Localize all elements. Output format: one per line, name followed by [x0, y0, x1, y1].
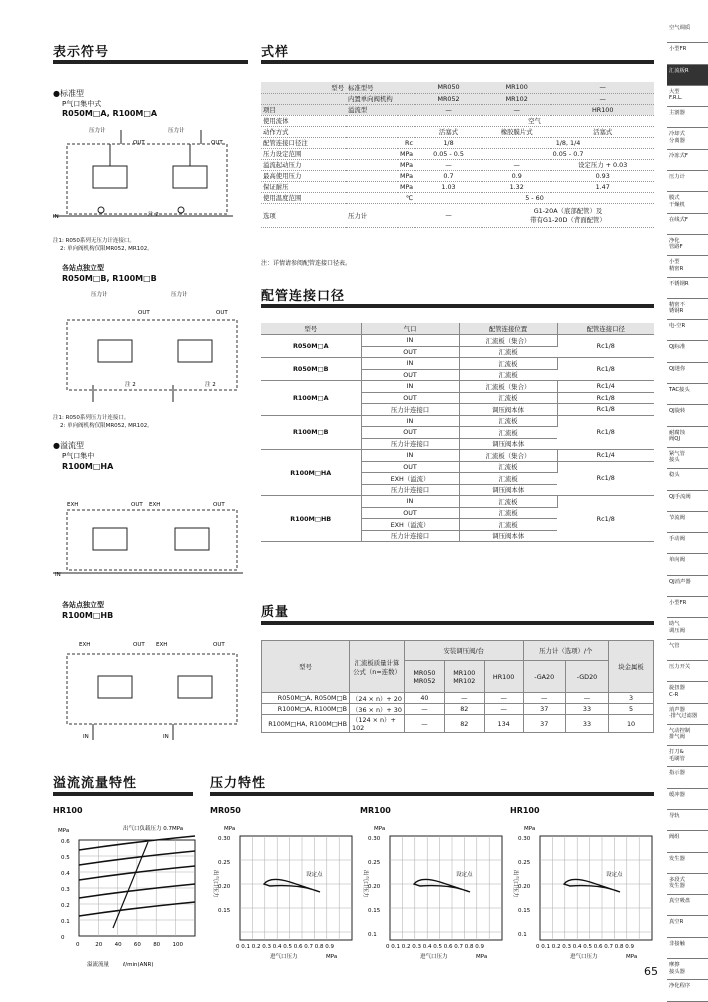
- side-index-item[interactable]: 小型FR: [667, 43, 708, 64]
- y-unit: MPa: [374, 826, 386, 832]
- svg-text:MPa: MPa: [58, 828, 70, 834]
- svg-text:OUT: OUT: [133, 140, 145, 146]
- relief-chart-title: 溢流流量特性: [53, 776, 138, 791]
- pipe-row: OUT 汇流板: [261, 346, 654, 358]
- relief-bullet: ●溢流型: [53, 441, 84, 450]
- title-bar: [261, 60, 654, 64]
- pipe-row: R050M□B IN 汇流板 Rc1/8: [261, 358, 654, 370]
- side-index-item[interactable]: 膜式 干燥机: [667, 192, 708, 213]
- side-index-item[interactable]: QJ手流阀: [667, 491, 708, 512]
- setpoint-label: 设定点: [456, 872, 473, 878]
- relief-sub: P气口集中: [62, 452, 95, 460]
- side-index-item[interactable]: 小型FR: [667, 597, 708, 618]
- svg-text:注 2: 注 2: [148, 212, 159, 218]
- side-index-item[interactable]: TAC接头: [667, 384, 708, 405]
- svg-text:EXH: EXH: [79, 642, 91, 648]
- side-index-item[interactable]: 汇流板R: [667, 65, 708, 86]
- y-tick-label: 0.15: [518, 908, 531, 914]
- ind-note-2: 2: 单向阀机构仅限MR052, MR102。: [60, 423, 153, 429]
- pipe-row: EXH（溢流） 汇流板: [261, 473, 654, 485]
- relief-ind-symbol-diagram: [53, 628, 248, 740]
- x-unit: MPa: [326, 954, 338, 960]
- std-sub: P气口集中式: [62, 100, 102, 108]
- x-tick-label: 100: [172, 942, 183, 948]
- side-index-item[interactable]: 空气调质: [667, 22, 708, 43]
- side-index-item[interactable]: 旋扭器 C-R: [667, 682, 708, 703]
- y-tick-label: 0.25: [518, 860, 531, 866]
- title-bar: [261, 621, 654, 625]
- pipe-row: 压力计连接口 调压阀本体: [261, 438, 654, 450]
- pipe-row: R100M□HB IN 汇流板 Rc1/8: [261, 496, 654, 508]
- side-index-item[interactable]: 小型 精密R: [667, 256, 708, 277]
- side-index-item[interactable]: 摩擦 接头器: [667, 959, 708, 980]
- spec-title: 式样: [261, 45, 290, 60]
- pipe-row: OUT 汇流板: [261, 427, 654, 439]
- pressure-chart-model: MR050: [210, 806, 241, 815]
- side-index-item[interactable]: 冷却式 分离器: [667, 128, 708, 149]
- y-tick-label: 0.6: [61, 839, 70, 845]
- x-tick-label: 60: [133, 942, 141, 948]
- x-axis-label: 进气口压力: [420, 954, 448, 960]
- x-tick-labels: 0 0.1 0.2 0.3 0.4 0.5 0.6 0.7 0.8 0.9: [536, 944, 634, 950]
- y-unit: MPa: [224, 826, 236, 832]
- relief-chart-model: HR100: [53, 806, 83, 815]
- svg-text:压力计: 压力计: [91, 292, 108, 298]
- hysteresis-curve: [414, 879, 470, 892]
- y-tick-label: 0.1: [518, 932, 527, 938]
- relief-ind-title: 各站点独立型: [62, 601, 104, 609]
- symbols-title: 表示符号: [53, 45, 110, 60]
- y-tick-label: 0.30: [218, 836, 231, 842]
- y-tick-label: 0.15: [368, 908, 381, 914]
- std-note-2: 2: 单向阀机构仅限MR052, MR102。: [60, 246, 153, 252]
- std-bullet: ●标准型: [53, 89, 84, 98]
- pressure-chart-model: MR100: [360, 806, 391, 815]
- side-index-item[interactable]: QJ标准: [667, 341, 708, 362]
- title-bar: [53, 60, 248, 64]
- side-index-item[interactable]: 电-空R: [667, 320, 708, 341]
- y-tick-label: 0.30: [368, 836, 381, 842]
- plot-frame: [390, 836, 502, 940]
- svg-text:压力计: 压力计: [171, 292, 188, 298]
- side-index-item[interactable]: 气管: [667, 640, 708, 661]
- pipe-row: R100M□B IN 汇流板 Rc1/8: [261, 415, 654, 427]
- pipe-row: OUT 汇流板: [261, 507, 654, 519]
- relief-symbol-diagram: [53, 480, 248, 580]
- side-index-item[interactable]: QJ旋转: [667, 405, 708, 426]
- pipe-row: R050M□A IN 汇流板（集合） Rc1/8: [261, 335, 654, 347]
- side-index-item[interactable]: 压力计: [667, 171, 708, 192]
- hysteresis-curve: [264, 879, 320, 892]
- setpoint-label: 设定点: [606, 872, 623, 878]
- y-unit: MPa: [524, 826, 536, 832]
- x-tick-labels: 0 0.1 0.2 0.3 0.4 0.5 0.6 0.7 0.8 0.9: [386, 944, 484, 950]
- spec-note: 注：详情请参阅配管连接口径表。: [261, 260, 352, 267]
- side-index-item[interactable]: 真空R: [667, 916, 708, 937]
- side-index-item[interactable]: 导轨: [667, 810, 708, 831]
- svg-text:EXH: EXH: [149, 502, 161, 508]
- relief-ind-model: R100M□HB: [62, 611, 114, 620]
- svg-text:IN: IN: [55, 572, 61, 578]
- plot-frame: [540, 836, 652, 940]
- ind-model: R050M□B, R100M□B: [62, 274, 157, 283]
- side-index-item[interactable]: 打刀& 毛刷管: [667, 746, 708, 767]
- svg-text:注 2: 注 2: [125, 382, 136, 388]
- x-tick-label: 20: [95, 942, 103, 948]
- spec-table: 型号 标准型号 MR050 MR100 — 内置单向阀机构 MR052 MR102 — 项目 溢流型 — — HR100 使用流体 空气 动作方式 活塞式 橡胶膜片式 活塞式 配管连接口径注 Rc 1/8 1/8, 1/4 压力设定范围 MPa 0.05 - 0.5 0.05 - 0.7 溢流起动压力 MPa — — 设定压力 + 0.03 最高使用压力 MPa 0.7 0.9 0.93 保证耐压 MPa 1.03 1.32 1.47 使用温度范围 ℃ 5 - 60 选项 压力计 — G1-20A（底部配管）及 带有G1-20D（背面配管）: [261, 82, 654, 228]
- hysteresis-curve: [564, 879, 620, 892]
- side-index-item[interactable]: 节流阀: [667, 512, 708, 533]
- x-tick-label: 40: [114, 942, 122, 948]
- pipe-table: 型号 气口 配管连接位置 配管连接口径 R050M□A IN 汇流板（集合） Rc1/8 OUT 汇流板 R050M□B IN 汇流板 Rc1/8 OUT 汇流板 R100M□A IN 汇流板（集合） Rc1/4 OUT 汇流板 Rc1/8 压力计连接口 调压阀本体 Rc1/8 R100M□B IN 汇流板 Rc1/8 OUT 汇流板 压力计连接口 调压阀本体 R100M□HA IN 汇流板（集合） Rc1/4 OUT 汇流板 Rc1/8 EXH（溢流） 汇流板 压力计连接口 调压阀本体 R100M□HB IN 汇流板 Rc1/8 OUT 汇流板 EXH（溢流） 汇流板 压力计连接口 调压阀本体: [261, 323, 654, 542]
- svg-text:IN: IN: [53, 214, 59, 220]
- pipe-row: OUT 汇流板 Rc1/8: [261, 461, 654, 473]
- y-tick-label: 0.20: [518, 884, 531, 890]
- ind-symbol-diagram: [53, 290, 248, 402]
- y-tick-label: 0: [61, 935, 65, 941]
- side-index-item[interactable]: 净化程序: [667, 980, 708, 1001]
- pipe-row: OUT 汇流板 Rc1/8: [261, 392, 654, 404]
- side-index-item[interactable]: 非接触: [667, 938, 708, 959]
- svg-text:OUT: OUT: [213, 502, 225, 508]
- ind-title: 各站点独立型: [62, 264, 104, 272]
- ind-note-1: 注1: R050系列压力计连接口。: [53, 415, 130, 421]
- side-index-item[interactable]: 单向阀: [667, 554, 708, 575]
- svg-text:OUT: OUT: [133, 642, 145, 648]
- y-axis-label: 出气口压力: [512, 870, 518, 898]
- title-bar: [53, 792, 193, 796]
- side-index-item[interactable]: 消声器 ·排气过滤器: [667, 704, 708, 725]
- y-tick-label: 0.25: [218, 860, 231, 866]
- side-index-item[interactable]: 阀组: [667, 831, 708, 852]
- side-index-item[interactable]: 真空吸盘: [667, 895, 708, 916]
- x-tick-label: 80: [153, 942, 161, 948]
- svg-text:压力计: 压力计: [168, 128, 185, 134]
- side-index-item[interactable]: QJ消声器: [667, 576, 708, 597]
- svg-text:注 2: 注 2: [205, 382, 216, 388]
- relief-flow-chart: [53, 820, 203, 980]
- pipe-row: R100M□A IN 汇流板（集合） Rc1/4: [261, 381, 654, 393]
- side-index-item[interactable]: 大型 F.R.L.: [667, 86, 708, 107]
- y-tick-label: 0.20: [218, 884, 231, 890]
- pressure-chart: [210, 820, 358, 980]
- side-index-item[interactable]: QJ迷你: [667, 363, 708, 384]
- relief-model: R100M□HA: [62, 462, 114, 471]
- pipe-title: 配管连接口径: [261, 289, 346, 304]
- side-index-item[interactable]: 指示器: [667, 767, 708, 788]
- svg-text:OUT: OUT: [211, 140, 223, 146]
- pipe-row: 压力计连接口 调压阀本体: [261, 530, 654, 542]
- svg-text:OUT: OUT: [213, 642, 225, 648]
- pipe-row: OUT 汇流板: [261, 369, 654, 381]
- svg-text:EXH: EXH: [67, 502, 79, 508]
- side-index-item[interactable]: 助气 调压阀: [667, 618, 708, 639]
- side-index-item[interactable]: 在线式F: [667, 214, 708, 235]
- page-number: 65: [644, 965, 658, 978]
- y-tick-label: 0.1: [61, 919, 70, 925]
- y-axis-label: 出气口压力: [212, 870, 218, 898]
- side-index-item[interactable]: 冷冻式F: [667, 150, 708, 171]
- side-index-item[interactable]: 主割器: [667, 107, 708, 128]
- y-axis-label: 出气口压力: [362, 870, 368, 898]
- title-bar: [261, 304, 654, 308]
- pressure-chart: [510, 820, 658, 980]
- pressure-chart-model: HR100: [510, 806, 540, 815]
- plot-frame: [240, 836, 352, 940]
- side-index-item[interactable]: 不锈钢R: [667, 278, 708, 299]
- svg-text:ℓ/min(ANR): ℓ/min(ANR): [123, 962, 154, 968]
- x-tick-labels: 0 0.1 0.2 0.3 0.4 0.5 0.6 0.7 0.8 0.9: [236, 944, 334, 950]
- svg-text:OUT: OUT: [216, 310, 228, 316]
- pipe-row: 压力计连接口 调压阀本体: [261, 484, 654, 496]
- y-tick-label: 0.5: [61, 855, 70, 861]
- svg-text:OUT: OUT: [138, 310, 150, 316]
- svg-text:溢流流量: 溢流流量: [87, 962, 110, 968]
- x-tick-label: 0: [76, 942, 80, 948]
- side-index-item[interactable]: 稳头: [667, 469, 708, 490]
- svg-text:EXH: EXH: [156, 642, 168, 648]
- mass-table: 型号 汇流板质量计算公式（n=连数） 安装调压阀/台 压力计（选项）/个 块金属板 MR050 MR052 MR100 MR102 HR100 -GA20 -GD20 R050M□A, R050M□B （24 × n）+ 20 40 — — — — 3 R100M□A, R100M□B （36 × n）+ 30 — 82 — 37 33 5 R100M□HA, R100M□HB （124 × n）+ 102 — 82 134 37 33 10: [261, 640, 654, 733]
- y-tick-label: 0.3: [61, 887, 70, 893]
- y-tick-label: 0.25: [368, 860, 381, 866]
- side-index-item[interactable]: 手动阀: [667, 533, 708, 554]
- x-unit: MPa: [626, 954, 638, 960]
- side-index-item[interactable]: 多段式 发生器: [667, 874, 708, 895]
- y-tick-label: 0.15: [218, 908, 231, 914]
- x-axis-label: 进气口压力: [570, 954, 598, 960]
- gauge-label: 压力计: [89, 128, 106, 134]
- std-model: R050M□A, R100M□A: [62, 109, 158, 118]
- y-tick-label: 0.20: [368, 884, 381, 890]
- pressure-title: 压力特性: [210, 776, 267, 791]
- side-index-item[interactable]: 精密不 锈钢R: [667, 299, 708, 320]
- side-index-item[interactable]: 气动控制 排气阀: [667, 725, 708, 746]
- std-note-1: 注1: R050系列无压力计连接口。: [53, 238, 135, 244]
- x-unit: MPa: [476, 954, 488, 960]
- side-index-item[interactable]: 紧气管 接头: [667, 448, 708, 469]
- y-tick-label: 0.2: [61, 903, 70, 909]
- svg-text:IN: IN: [163, 734, 169, 740]
- svg-text:IN: IN: [83, 734, 89, 740]
- side-index-item[interactable]: 发生器: [667, 853, 708, 874]
- side-index: [667, 22, 708, 1002]
- y-tick-label: 0.30: [518, 836, 531, 842]
- setpoint-label: 设定点: [306, 872, 323, 878]
- y-tick-label: 0.4: [61, 871, 70, 877]
- side-index-item[interactable]: 缓冲器: [667, 789, 708, 810]
- pipe-row: EXH（溢流） 汇流板: [261, 519, 654, 531]
- y-tick-label: 0.1: [368, 932, 377, 938]
- title-bar: [210, 792, 654, 796]
- x-axis-label: 进气口压力: [270, 954, 298, 960]
- pipe-row: R100M□HA IN 汇流板（集合） Rc1/4: [261, 450, 654, 462]
- svg-text:出气口负载压力 0.7MPa: 出气口负载压力 0.7MPa: [123, 826, 184, 832]
- mass-title: 质量: [261, 605, 290, 620]
- side-index-item[interactable]: 耐腐蚀 阀QJ: [667, 427, 708, 448]
- svg-text:OUT: OUT: [131, 502, 143, 508]
- pressure-chart: [360, 820, 508, 980]
- std-symbol-diagram: [53, 124, 248, 226]
- side-index-item[interactable]: 压力开关: [667, 661, 708, 682]
- pipe-row: 压力计连接口 调压阀本体 Rc1/8: [261, 404, 654, 416]
- side-index-item[interactable]: 净化 管路F: [667, 235, 708, 256]
